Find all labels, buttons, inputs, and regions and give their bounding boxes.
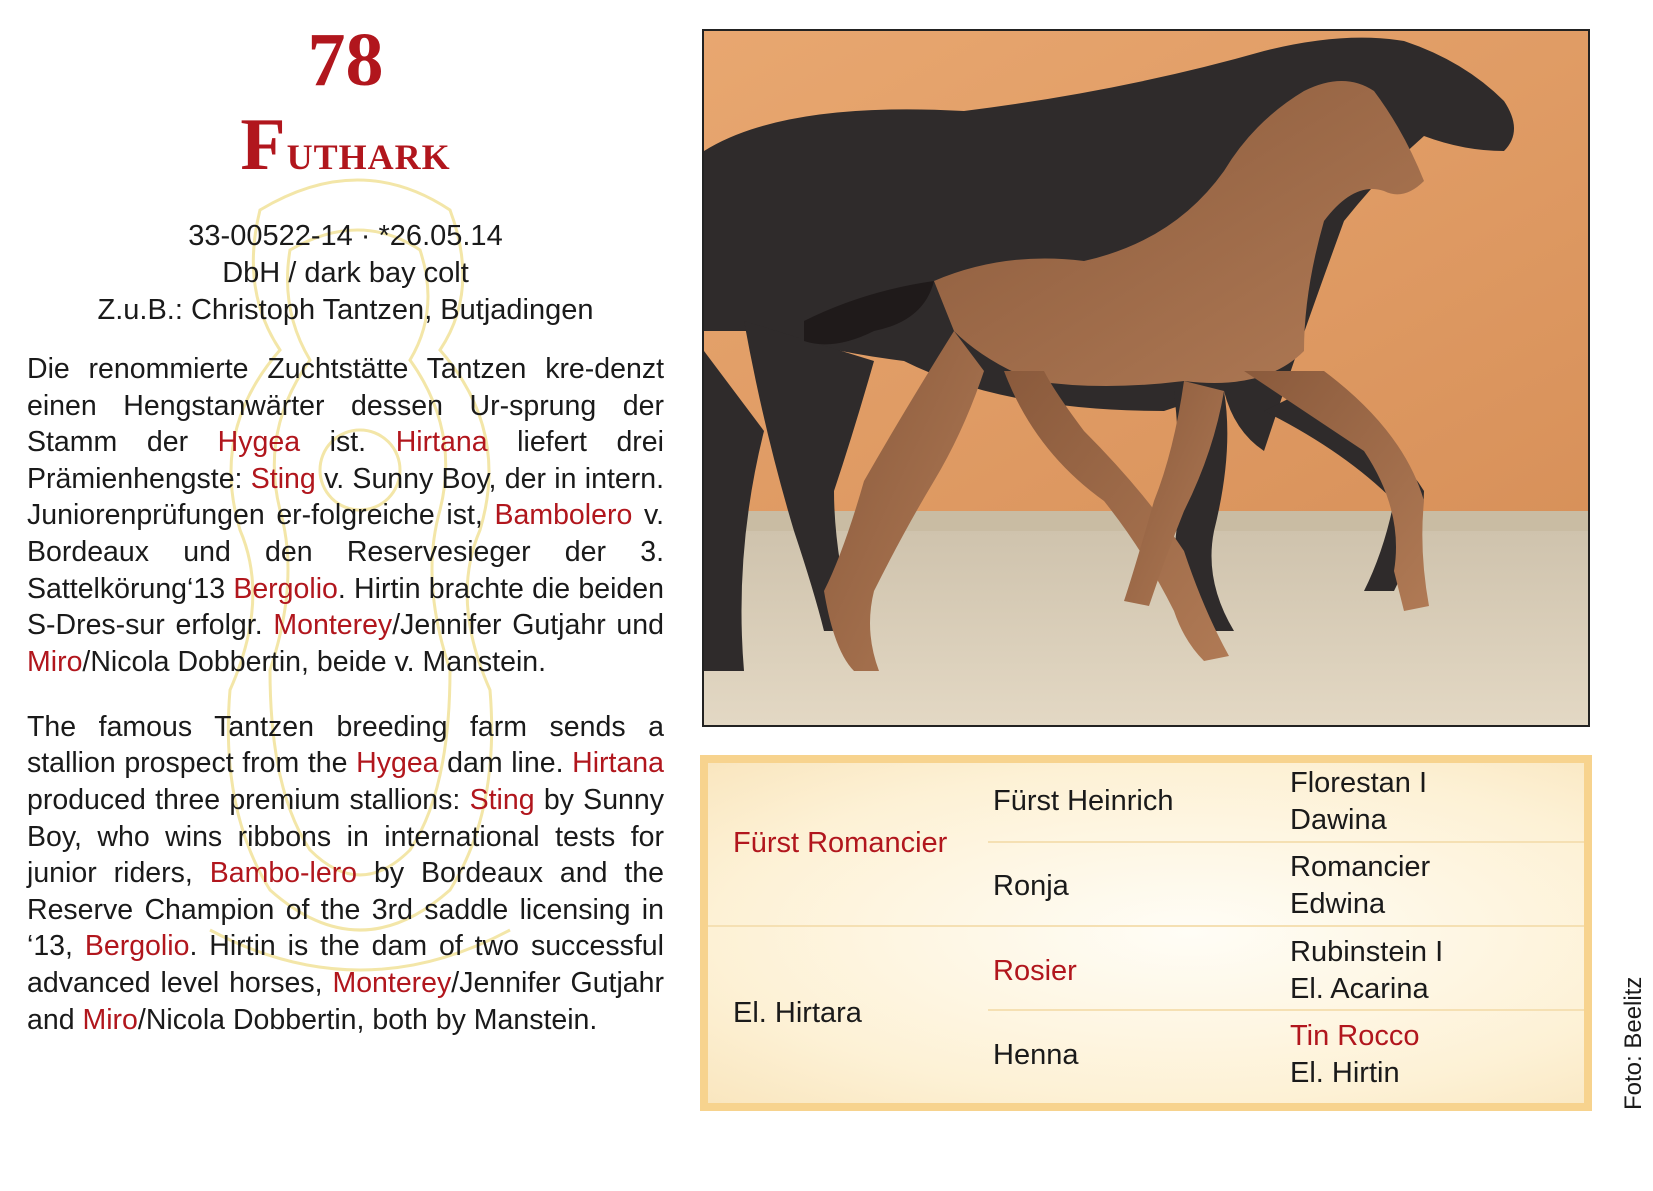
pedigree-great-grandparent: El. Acarina bbox=[1290, 973, 1429, 1005]
highlight-name: Hirtana bbox=[395, 426, 488, 459]
highlight-name: Bergolio bbox=[233, 572, 338, 605]
horse-details bbox=[27, 218, 664, 329]
mare-and-foal-illustration bbox=[704, 31, 1588, 725]
pedigree-great-grandparent: Rubinstein I bbox=[1290, 936, 1444, 968]
pedigree-divider bbox=[708, 925, 1584, 927]
pedigree-divider bbox=[988, 1009, 1584, 1011]
highlight-name: Sting bbox=[250, 462, 316, 495]
highlight-name: Monterey bbox=[273, 609, 393, 642]
pedigree-great-grandparent: El. Hirtin bbox=[1290, 1057, 1400, 1089]
highlight-name: Miro bbox=[27, 645, 83, 678]
highlight-name: Hygea bbox=[217, 426, 301, 459]
horse-photo bbox=[702, 29, 1590, 727]
pedigree-sire: Fürst Romancier bbox=[733, 827, 948, 859]
pedigree-table bbox=[700, 755, 1592, 1111]
pedigree-divider bbox=[988, 841, 1584, 843]
pedigree-dam-sire: Rosier bbox=[993, 955, 1077, 987]
highlight-name: Bambo-lero bbox=[209, 857, 358, 890]
lot-number: 78 bbox=[307, 18, 384, 102]
pedigree-great-grandparent: Edwina bbox=[1290, 888, 1386, 920]
highlight-name: Miro bbox=[82, 1003, 138, 1036]
pedigree-sire-sire: Fürst Heinrich bbox=[993, 785, 1174, 817]
coat-and-sex: DbH / dark bay colt bbox=[222, 257, 469, 289]
highlight-name: Hirtana bbox=[572, 747, 664, 780]
description-german: Die renommierte Zuchtstätte Tantzen kre-denzt einen Hengstanwärter dessen Ur-sprung der Stamm der Hygea ist. Hirtana liefert drei Prämienhengste: Sting v. Sunny Boy, der in intern. Juniorenprüfungen er-folgreiche ist, Bambolero v. Bordeaux und den Reservesieger der 3. Sattelkörung‘13 Bergolio. Hirtin brachte die beiden S-Dres-sur erfolgr. Monterey/Jennifer Gutjahr und Miro/Nicola Dobbertin, beide v. Manstein. bbox=[27, 353, 664, 678]
pedigree-sire-dam: Ronja bbox=[993, 870, 1069, 902]
pedigree-great-grandparent: Florestan I bbox=[1290, 767, 1427, 799]
highlight-name: Bergolio bbox=[84, 930, 190, 963]
highlight-name: Sting bbox=[469, 784, 535, 817]
text-column bbox=[27, 20, 664, 1067]
photo-credit: Foto: Beelitz bbox=[1620, 976, 1647, 1110]
breeder: Z.u.B.: Christoph Tantzen, Butjadingen bbox=[97, 294, 594, 326]
pedigree-dam-dam: Henna bbox=[993, 1039, 1079, 1071]
registration-and-birthdate: 33-00522-14 · *26.05.14 bbox=[188, 220, 503, 252]
pedigree-grid bbox=[708, 763, 1584, 1103]
description-english: The famous Tantzen breeding farm sends a stallion prospect from the Hygea dam line. Hirtana produced three premium stallions: Sting by Sunny Boy, who wins ribbons in international tests for junior riders, Bambo-lero by Bordeaux and the Reserve Champion of the 3rd saddle licensing in ‘13, Bergolio. Hirtin is the dam of two successful advanced level horses, Monterey/Jennifer Gutjahr and Miro/Nicola Dobbertin, both by Manstein. bbox=[27, 710, 664, 1036]
highlight-name: Bambolero bbox=[494, 499, 633, 532]
highlight-name: Monterey bbox=[332, 967, 452, 999]
pedigree-great-grandparent: Romancier bbox=[1290, 851, 1431, 883]
highlight-name: Hygea bbox=[356, 747, 439, 780]
pedigree-great-grandparent: Dawina bbox=[1290, 804, 1387, 836]
pedigree-great-grandparent: Tin Rocco bbox=[1290, 1020, 1420, 1052]
horse-name: Futhark bbox=[240, 104, 451, 186]
pedigree-dam: El. Hirtara bbox=[733, 997, 862, 1029]
